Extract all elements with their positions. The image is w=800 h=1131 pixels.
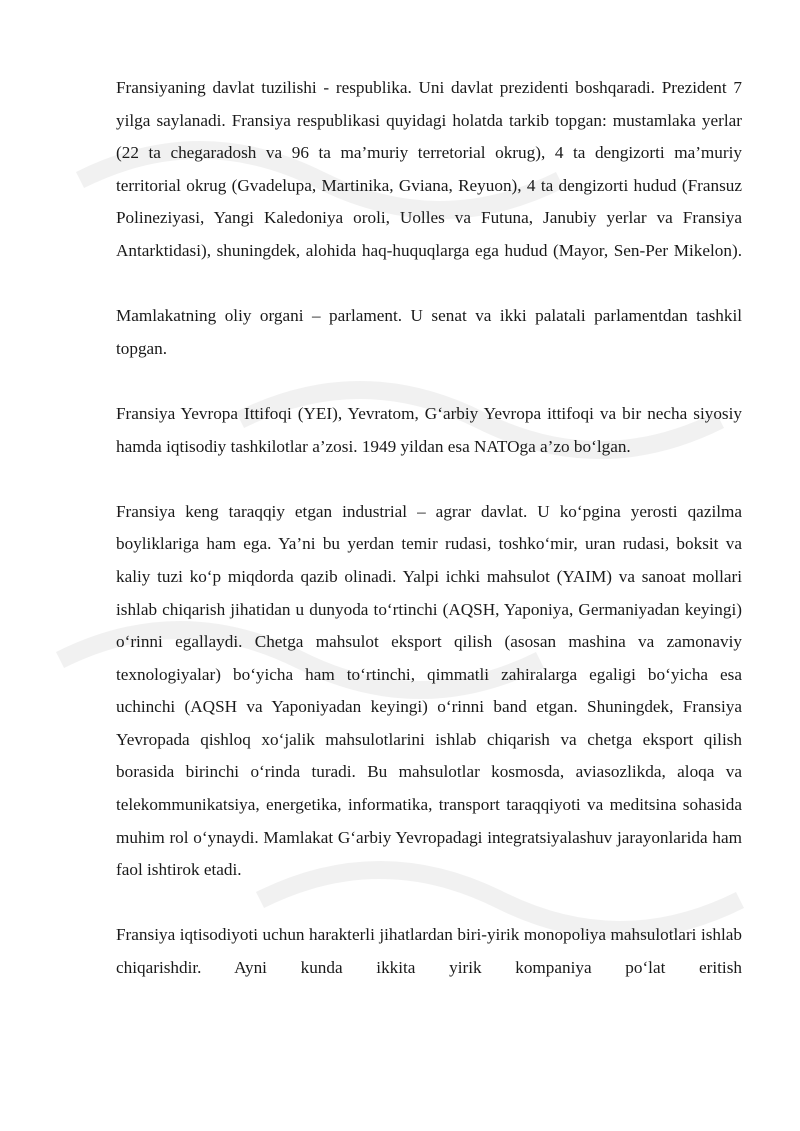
paragraph-memberships: Fransiya Yevropa Ittifoqi (YEI), Yevratom, G‘arbiy Yevropa ittifoqi va bir necha siyosiy hamda iqtisodiy tashkilotlar a’zosi. 1949 yildan esa NATOga a’zo bo‘lgan. [116, 403, 742, 456]
paragraph-parliament: Mamlakatning oliy organi – parlament. U senat va ikki palatali parlamentdan tashkil topgan. [116, 306, 742, 358]
paragraph-economy: Fransiya keng taraqqiy etgan industrial – agrar davlat. U ko‘pgina yerosti qazilma boyliklariga ham ega. Ya’ni bu yerdan temir rudasi, toshko‘mir, uran rudasi, boksit va kaliy tuzi ko‘p miqdorda qazib olinadi. Yalpi ichki mahsulot (YAIM) va sanoat mollari ishlab chiqarish jihatidan u dunyoda to‘rtinchi (AQSH, Yaponiya, Germaniyadan keyingi) o‘rinni egallaydi. Chetga mahsulot eksport qilish (asosan mashina va zamonaviy texnologiyalar) bo‘yicha ham to‘rtinchi, qimmatli zahiralarga egaligi bo‘yicha esa uchinchi (AQSH va Yaponiyadan keyingi) o‘rinni band etgan. Shuningdek, Fransiya Yevropada qishloq xo‘jalik mahsulotlarini ishlab chiqarish va chetga eksport qilish borasida birinchi o‘rinda turadi. Bu mahsulotlar kosmosda, aviasozlikda, aloqa va telekommunikatsiya, energetika, informatika, transport taraqqiyoti va meditsina sohasida muhim rol o‘ynaydi. Mamlakat G‘arbiy Yevropadagi integratsiyalashuv jarayonlarida ham faol ishtirok etadi. [116, 501, 742, 880]
paragraph-government: Fransiyaning davlat tuzilishi - respublika. Uni davlat prezidenti boshqaradi. Prezident 7 yilga saylanadi. Fransiya respublikasi quyidagi holatda tarkib topgan: mustamlaka yerlar (22 ta chegaradosh va 96 ta ma’muriy terretorial okrug), 4 ta dengizorti ma’muriy territorial okrug (Gvadelupa, Martinika, Gviana, Reyuon), 4 ta dengizorti hudud (Fransuz Polineziyasi, Yangi Kaledoniya oroli, Uolles va Futuna, Janubiy yerlar va Fransiya Antarktidasi), shuningdek, alohida haq-huquqlarga ega hudud (Mayor, Sen-Per Mikelon). [116, 78, 742, 260]
paragraph-monopolies: Fransiya iqtisodiyoti uchun harakterli jihatlardan biri-yirik monopoliya mahsulotlari ishlab chiqarishdir. Ayni kunda ikkita yirik kompaniya po‘lat eritish [116, 925, 742, 978]
document-body [116, 72, 742, 1017]
